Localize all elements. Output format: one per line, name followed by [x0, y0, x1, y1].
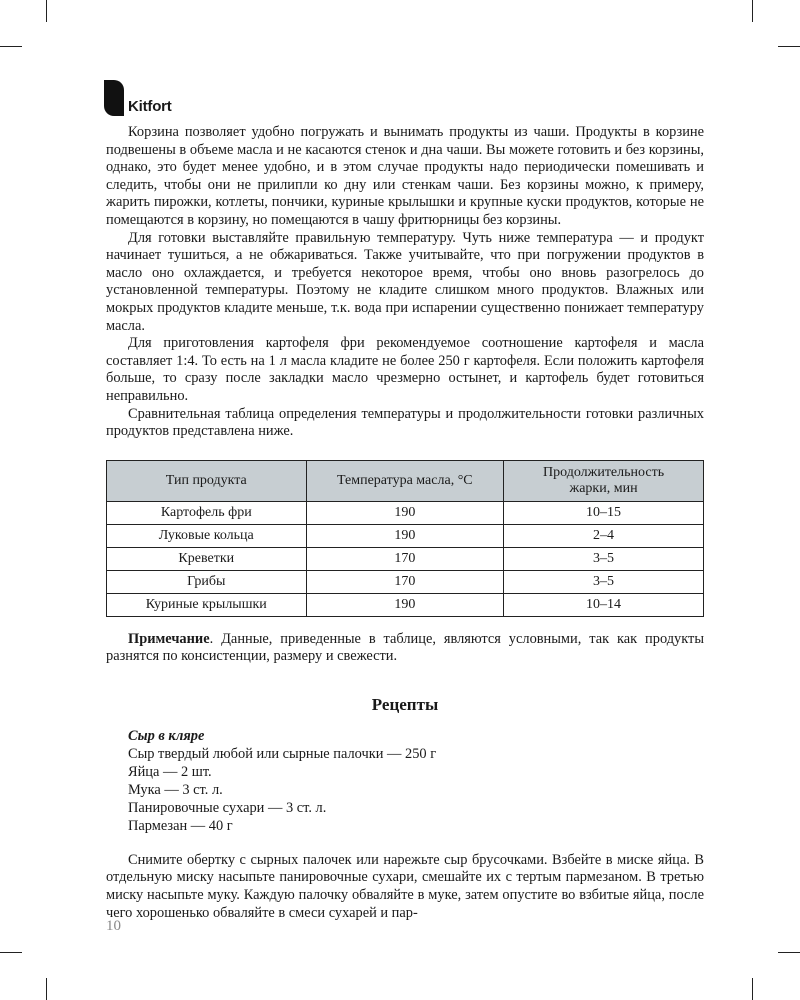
table-cell: 170 [306, 570, 504, 593]
table-cell: Куриные крылышки [107, 593, 307, 616]
table-note [106, 631, 704, 666]
recipe-name: Сыр в кляре [128, 727, 205, 744]
table-header: Тип продукта [107, 460, 307, 501]
crop-mark [778, 952, 800, 953]
note-text: . Данные, приведенные в таблице, являются условными, так как продукты разнятся по консистенции, размеру и свежести. [106, 630, 704, 665]
table-cell: 3–5 [504, 547, 704, 570]
paragraph: Сравнительная таблица определения температуры и продолжительности готовки различных продуктов представлена ниже. [106, 405, 704, 440]
page-number: 10 [106, 918, 121, 934]
brand-name: Kitfort [128, 98, 172, 115]
crop-mark [778, 46, 800, 47]
table-header: Температура масла, °С [306, 460, 504, 501]
recipe-method: Снимите обертку с сырных палочек или нарежьте сыр брусочками. Взбейте в миске яйца. В отдельную миску насыпьте панировочные сухари, смешайте их с тертым пармезаном. В третью миску насыпьте муку. Каждую палочку обваляйте в муке, затем опустите во взбитые яйца, после чего хорошенько обваляйте в смеси сухарей и пар- [106, 851, 704, 921]
table-cell: 2–4 [504, 524, 704, 547]
crop-mark [752, 0, 753, 22]
crop-mark [0, 952, 22, 953]
ingredient-item: Пармезан — 40 г [128, 817, 233, 834]
table-cell: 190 [306, 524, 504, 547]
frying-table [106, 460, 704, 617]
paragraph: Для готовки выставляйте правильную температуру. Чуть ниже температура — и продукт начинает тушиться, а не обжариваться. Также учитывайте, что при погружении продуктов в масло оно охлаждается, и требуется некоторое время, чтобы оно вновь разогрелось до установленной температуры. Поэтому не кладите слишком много продуктов. Влажных или мокрых продуктов кладите меньше, т.к. вода при испарении существенно понижает температуру масла. [106, 229, 704, 334]
table-row [107, 547, 704, 570]
crop-mark [752, 978, 753, 1000]
crop-mark [0, 46, 22, 47]
page-content [106, 124, 704, 922]
ingredient-item: Мука — 3 ст. л. [128, 781, 223, 798]
table-cell: Креветки [107, 547, 307, 570]
table-cell: Луковые кольца [107, 524, 307, 547]
table-cell: Картофель фри [107, 501, 307, 524]
table-cell: 190 [306, 501, 504, 524]
note-label: Примечание [128, 630, 210, 647]
table-row [107, 570, 704, 593]
table-cell: 3–5 [504, 570, 704, 593]
ingredient-item: Панировочные сухари — 3 ст. л. [128, 799, 327, 816]
section-title: Рецепты [371, 694, 439, 714]
paragraph: Корзина позволяет удобно погружать и вынимать продукты из чаши. Продукты в корзине подвешены в объеме масла и не касаются стенок и дна чаши. Вы можете готовить и без корзины, однако, это будет менее удобно, и в этом случае продукты надо периодически помешивать и следить, чтобы они не прилипли ко дну или стенкам чаши. Без корзины можно, к примеру, жарить пирожки, котлеты, пончики, куриные крылышки и крупные куски продуктов, которые не помещаются в корзину, но помещаются в чашу фритюрницы без корзины. [106, 124, 704, 228]
ingredient-item: Сыр твердый любой или сырные палочки — 250 г [128, 745, 437, 762]
table-cell: 190 [306, 593, 504, 616]
brand-logo [104, 80, 172, 116]
table-header: Продолжительность жарки, мин [504, 460, 704, 501]
table-header-row [107, 460, 704, 501]
table-cell: 10–15 [504, 501, 704, 524]
table-row [107, 593, 704, 616]
table-cell: 10–14 [504, 593, 704, 616]
table-cell: 170 [306, 547, 504, 570]
paragraph: Для приготовления картофеля фри рекомендуемое соотношение картофеля и масла составляет 1:4. То есть на 1 л масла кладите не более 250 г картофеля. Если положить картофеля больше, то сразу после закладки масло чрезмерно остынет, и картофель будет готовиться неправильно. [106, 335, 704, 404]
table-row [107, 501, 704, 524]
table-cell: Грибы [107, 570, 307, 593]
ingredient-item: Яйца — 2 шт. [128, 763, 212, 780]
crop-mark [46, 978, 47, 1000]
kitfort-logo-icon [104, 80, 124, 116]
table-row [107, 524, 704, 547]
crop-mark [46, 0, 47, 22]
